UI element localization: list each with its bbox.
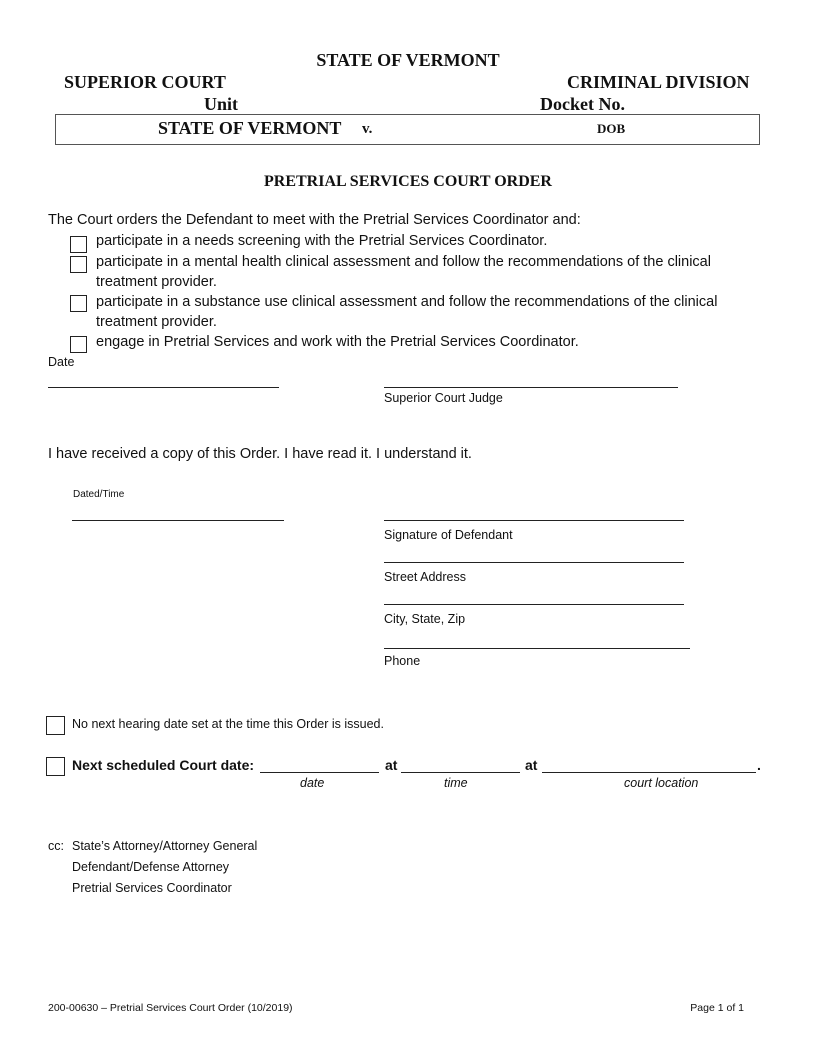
footer-form-id: 200-00630 – Pretrial Services Court Order (10/2019): [48, 1002, 293, 1014]
court-date-line[interactable]: [260, 772, 379, 773]
street-address-line[interactable]: [384, 562, 684, 563]
next-court-date-label: Next scheduled Court date:: [72, 757, 255, 773]
option-substance-use: [96, 292, 717, 332]
option-line: engage in Pretrial Services and work with the Pretrial Services Coordinator.: [96, 334, 579, 350]
acknowledgment-text: I have received a copy of this Order. I have read it. I understand it.: [48, 446, 472, 462]
date-line[interactable]: [48, 387, 279, 388]
street-address-label: Street Address: [384, 570, 466, 584]
caption-state: STATE OF VERMONT: [158, 118, 342, 138]
court-location-line[interactable]: [542, 772, 756, 773]
option-engage-services: [96, 332, 579, 352]
next-court-date-checkbox[interactable]: [46, 757, 65, 776]
option-line: participate in a substance use clinical assessment and follow the recommendations of the clinical: [96, 294, 718, 310]
defendant-signature-label: Signature of Defendant: [384, 528, 513, 542]
judge-label: Superior Court Judge: [384, 391, 503, 405]
no-hearing-text: No next hearing date set at the time this Order is issued.: [72, 717, 384, 731]
city-state-zip-line[interactable]: [384, 604, 684, 605]
option-needs-screening: [96, 231, 547, 251]
dated-time-line[interactable]: [72, 520, 284, 521]
header-division: CRIMINAL DIVISION: [567, 72, 750, 92]
date-caption: date: [300, 776, 325, 790]
page-title: PRETRIAL SERVICES COURT ORDER: [264, 173, 552, 190]
caption-versus: v.: [362, 121, 373, 137]
dated-time-label: Dated/Time: [73, 489, 125, 500]
option-engage-services-checkbox[interactable]: [70, 336, 87, 353]
option-line-continued: treatment provider.: [96, 274, 217, 290]
cc-label: cc:: [48, 839, 64, 853]
date-label: Date: [48, 355, 75, 369]
court-time-line[interactable]: [401, 772, 520, 773]
footer-page-number: Page 1 of 1: [690, 1002, 744, 1014]
option-line-continued: treatment provider.: [96, 314, 217, 330]
cc-recipient: State’s Attorney/Attorney General: [72, 839, 258, 853]
header-court: SUPERIOR COURT: [64, 72, 226, 92]
option-mental-health-checkbox[interactable]: [70, 256, 87, 273]
phone-line[interactable]: [384, 648, 690, 649]
option-mental-health: [96, 252, 711, 292]
order-intro: The Court orders the Defendant to meet with the Pretrial Services Coordinator and:: [48, 212, 581, 228]
no-hearing-checkbox[interactable]: [46, 716, 65, 735]
location-caption: court location: [624, 776, 699, 790]
option-substance-use-checkbox[interactable]: [70, 295, 87, 312]
city-state-zip-label: City, State, Zip: [384, 612, 466, 626]
cc-recipient: Defendant/Defense Attorney: [72, 860, 230, 874]
option-line: participate in a mental health clinical assessment and follow the recommendations of the clinical: [96, 254, 711, 270]
cc-recipient: Pretrial Services Coordinator: [72, 881, 232, 895]
header-unit-label: Unit: [204, 94, 239, 114]
judge-signature-line[interactable]: [384, 387, 678, 388]
caption-dob-label: DOB: [597, 121, 626, 136]
option-needs-screening-checkbox[interactable]: [70, 236, 87, 253]
at-label-2: at: [525, 757, 538, 773]
at-label-1: at: [385, 757, 398, 773]
option-line: participate in a needs screening with the Pretrial Services Coordinator.: [96, 233, 548, 249]
defendant-signature-line[interactable]: [384, 520, 684, 521]
phone-label: Phone: [384, 654, 421, 668]
sentence-period: .: [757, 757, 761, 773]
header-docket-label: Docket No.: [540, 94, 625, 114]
header-state: STATE OF VERMONT: [316, 50, 500, 70]
time-caption: time: [444, 776, 468, 790]
